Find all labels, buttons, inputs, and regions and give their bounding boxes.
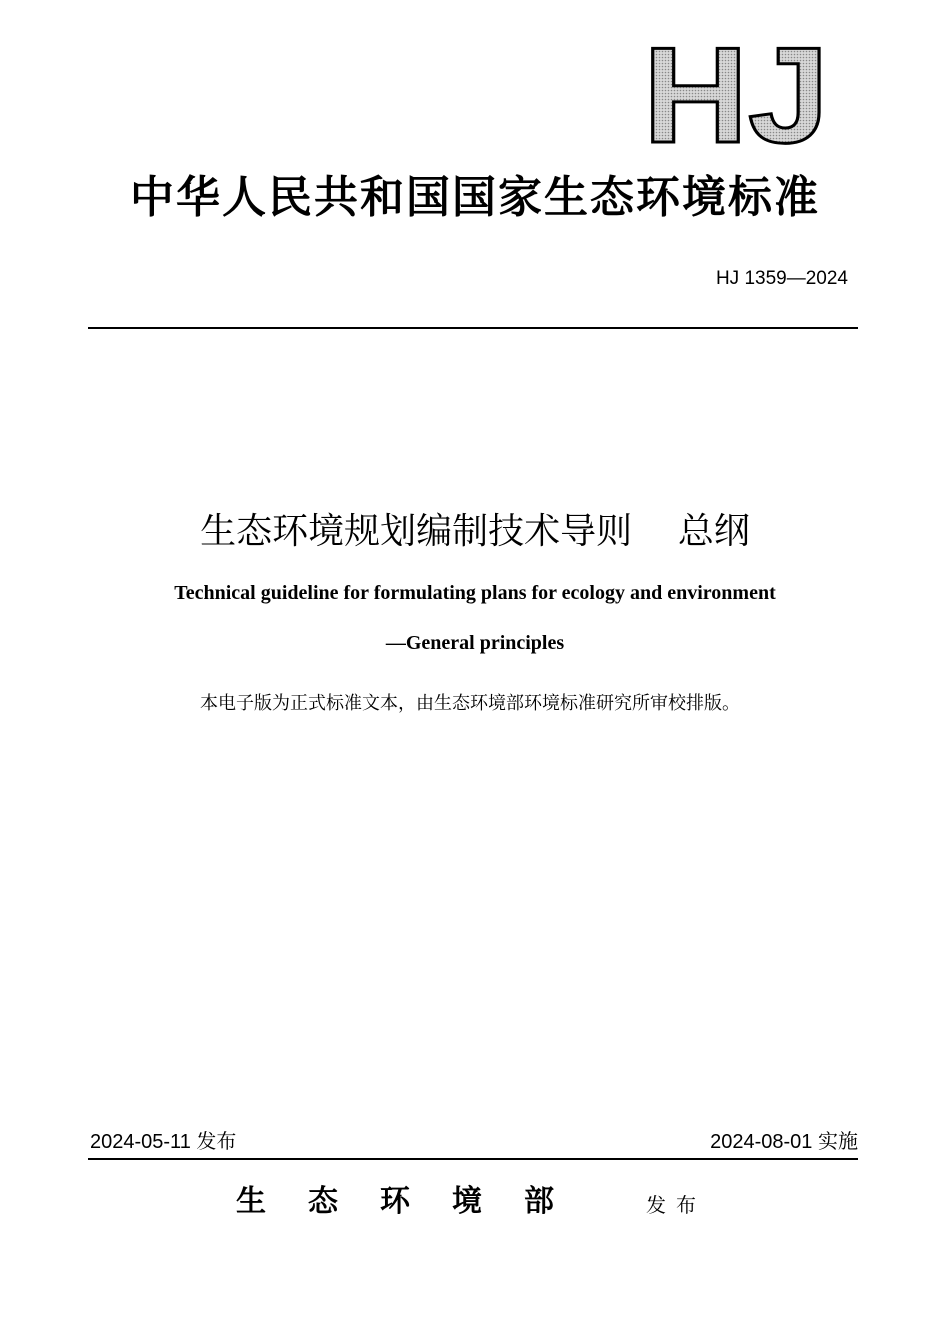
standard-type-heading: 中华人民共和国国家生态环境标准 bbox=[130, 172, 820, 223]
document-title-chinese: 生态环境规划编制技术导则 总纲 bbox=[200, 511, 750, 552]
standard-number: HJ 1359—2024 bbox=[715, 268, 848, 289]
hj-logo bbox=[640, 44, 832, 148]
issue-date: 2024-05-11 发布 bbox=[90, 1131, 237, 1153]
publisher-name: 生态环境部 bbox=[236, 1184, 596, 1219]
electronic-version-note: 本电子版为正式标准文本，由生态环境部环境标准研究所审校排版。 bbox=[200, 693, 740, 714]
publish-label: 发布 bbox=[646, 1193, 706, 1217]
bottom-divider bbox=[88, 1158, 858, 1160]
implementation-date: 2024-08-01 实施 bbox=[710, 1131, 858, 1153]
top-divider bbox=[88, 327, 858, 329]
document-subtitle-english: —General principles bbox=[385, 632, 565, 654]
hj-logo-text: HJ bbox=[643, 44, 829, 148]
document-title-english: Technical guideline for formulating plans for ecology and environment bbox=[174, 582, 776, 604]
